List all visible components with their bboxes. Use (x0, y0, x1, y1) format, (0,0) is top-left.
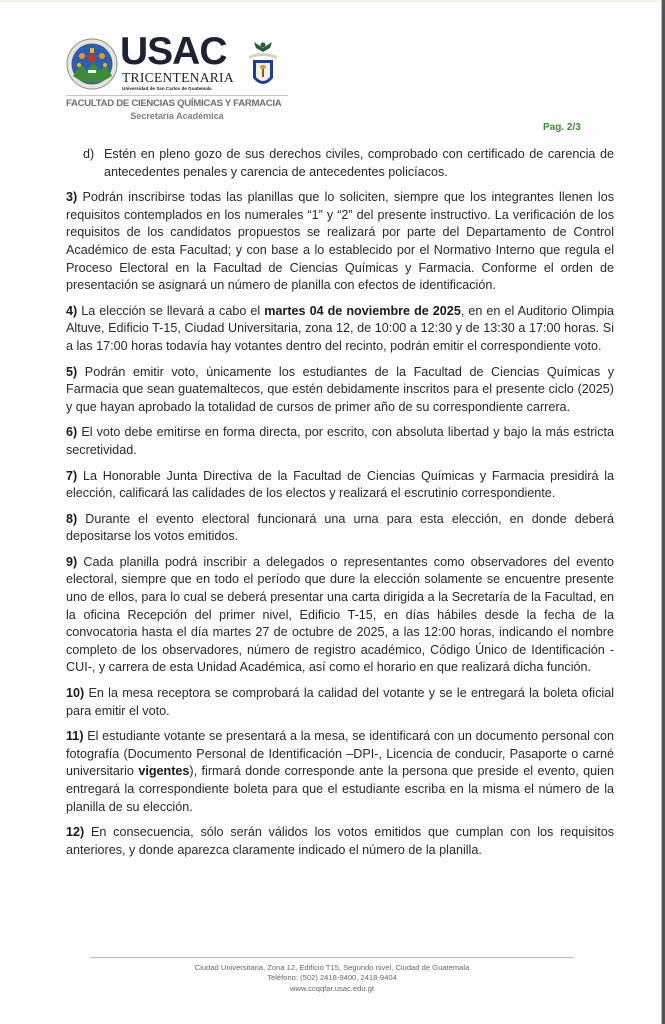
faculty-crest-icon (246, 38, 280, 92)
list-item-d (83, 146, 614, 181)
item-text: Estén en pleno gozo de sus derechos civiles, comprobado con certificado de carencia de antecedentes penales y carencia de antecedentes policíacos. (104, 147, 614, 179)
footer-divider (90, 957, 574, 958)
document-body (66, 146, 614, 867)
paragraph-4 (66, 303, 614, 356)
paragraph-text: La Honorable Junta Directiva de la Facultad de Ciencias Químicas y Farmacia presidirá la elección, calificará las calidades de los electos y realizará el escrutinio correspondiente. (66, 468, 614, 501)
paragraph-6 (66, 424, 614, 459)
paragraph-number: 7) (66, 468, 78, 483)
letterhead-divider (66, 95, 288, 96)
paragraph-number: 4) (66, 303, 78, 318)
paragraph-5 (66, 364, 614, 417)
paragraph-number: 3) (66, 190, 78, 205)
paragraph-text: En la mesa receptora se comprobará la calidad del votante y se le entregará la boleta oficial para emitir el voto. (66, 686, 615, 718)
footer-website: www.ccqqfar.usac.edu.gt (290, 983, 374, 993)
paragraph-number: 8) (66, 511, 78, 526)
paragraph-11 (66, 728, 614, 816)
university-name: Universidad de San Carlos de Guatemala (122, 86, 212, 91)
paragraph-text: La elección se llevará a cabo el (81, 303, 265, 318)
election-date: martes 04 de noviembre de 2025 (264, 303, 461, 318)
brand-tagline: TRICENTENARIA (122, 70, 234, 85)
paragraph-12 (66, 824, 614, 859)
paragraph-7 (66, 468, 614, 503)
paragraph-text: , en en el Auditorio Olimpia Altuve, Edificio T-15, Ciudad Universitaria, zona 12, de 10:00 a 12:30 y de 13:30 a 17:00 horas. Si a las 17:00 horas todavía hay votantes dentro del recinto, podrán emitir el correspondiente voto. (66, 303, 615, 353)
paragraph-number: 11) (66, 729, 84, 744)
paragraph-number: 9) (66, 554, 78, 569)
paragraph-text: Cada planilla podrá inscribir a delegados o representantes como observadores del evento electoral, siempre que en todo el período que dure la elección solamente se encuentre presente uno de ellos, para lo cual se deberá presentar una carta dirigida a la Secretaría de la Facultad, en la oficina Recepción del primer nivel, Edificio T-15, en días hábiles desde la fecha de la convocatoria hasta el día martes 27 de octubre de 2025, a las 12:00 horas, indicando el nombre completo de los observadores, número de registro académico, Código Único de Identificación -CUI-, y carrera de esta Unidad Académica, así como el horario en que realizará dicha función. (66, 554, 614, 675)
item-label: d) (83, 147, 95, 161)
department-name: Secretaría Académica (130, 111, 224, 121)
paragraph-number: 12) (66, 825, 85, 840)
usac-seal-icon (66, 38, 118, 90)
paragraph-3 (66, 189, 614, 295)
emphasis-vigentes: vigentes (138, 764, 190, 779)
footer-phone: Teléfono: (502) 2418-9400, 2418-9404 (267, 973, 397, 983)
footer (90, 963, 574, 994)
paragraph-text: Durante el evento electoral funcionará una urna para esta elección, en donde deberá depositarse los votos emitidos. (66, 511, 614, 544)
paragraph-number: 6) (66, 425, 78, 440)
paragraph-9 (66, 554, 614, 677)
paragraph-text: El voto debe emitirse en forma directa, por escrito, con absoluta libertad y bajo la más estricta secretividad. (66, 425, 615, 457)
letterhead (62, 30, 302, 128)
brand-name: USAC (120, 30, 227, 73)
paragraph-number: 5) (66, 364, 78, 379)
page-number: Pag. 2/3 (543, 122, 581, 133)
paragraph-text: En consecuencia, sólo serán válidos los votos emitidos que cumplan con los requisitos anteriores, y donde aparezca claramente indicado el número de la planilla. (66, 825, 614, 857)
paragraph-number: 10) (66, 686, 85, 701)
paragraph-text: Podrán inscribirse todas las planillas que lo soliciten, siempre que los integrantes llenen los requisitos contemplados en los numerales “1” y “2” del presente instructivo. La verificación de los requisitos de los candidatos propuestos se realizará por parte del Departamento de Control Académico de esta Facultad; y con base a lo establecido por el Normativo Interno que regula el Proceso Electoral en la Facultad de Ciencias Químicas y Farmacia. Conforme el orden de presentación se asignará un número de planilla con efectos de identificación. (66, 190, 615, 293)
paragraph-8 (66, 511, 614, 546)
paragraph-10 (66, 685, 614, 720)
page-top-edge (0, 0, 665, 2)
paragraph-text: El estudiante votante se presentará a la mesa, se identificará con un documento personal con fotografía (Documento Personal de Identificación –DPI-, Licencia de conducir, Pasaporte o carné universitario (66, 729, 615, 779)
paragraph-text: Podrán emitir voto, únicamente los estudiantes de la Facultad de Ciencias Químicas y Farmacia que sean guatemaltecos, que estén debidamente inscritos para el presente ciclo (2025) y que hayan aprobado la totalidad de cursos de primer año de su correspondiente carrera. (66, 364, 614, 414)
paragraph-text: ), firmará donde corresponde ante la persona que preside el evento, quien entregará la correspondiente boleta para que el estudiante escriba en la misma el número de la planilla de su elección. (66, 764, 614, 814)
footer-address: Ciudad Universitaria, Zona 12, Edificio T15, Segundo nivel, Ciudad de Guatemala (194, 963, 470, 972)
faculty-name: FACULTAD DE CIENCIAS QUÍMICAS Y FARMACIA (66, 98, 282, 109)
